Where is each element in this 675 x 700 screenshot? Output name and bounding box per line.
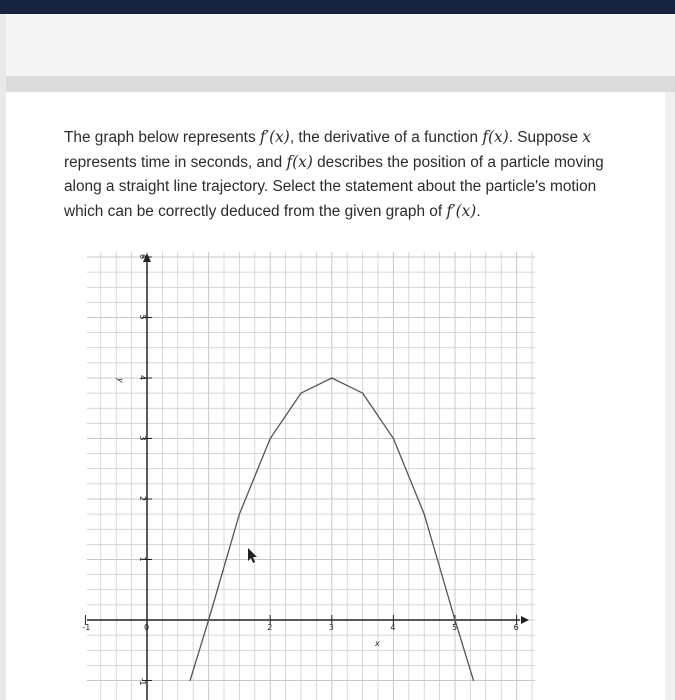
- x-tick-label: 2: [267, 623, 273, 632]
- math-f: f(x): [482, 128, 509, 146]
- y-tick-label: 5: [138, 314, 147, 320]
- x-tick-label: 0: [144, 623, 150, 632]
- x-tick-label: 3: [328, 623, 334, 632]
- question-text-part: , the derivative of a function: [289, 129, 483, 146]
- data-point: [454, 619, 455, 620]
- y-tick-label: -1: [138, 677, 147, 686]
- math-fprime: f′(x): [259, 128, 290, 146]
- question-text-part: . Suppose: [508, 129, 583, 146]
- data-point: [239, 514, 240, 515]
- data-point: [208, 619, 209, 620]
- data-point: [393, 438, 394, 439]
- x-axis-label: x: [375, 639, 380, 648]
- x-tick-label: 5: [452, 623, 458, 632]
- x-tick-label: 6: [513, 623, 519, 632]
- chart-axes: [87, 253, 529, 700]
- chart-ticks: [82, 254, 518, 685]
- math-x: x: [582, 128, 591, 146]
- question-text-part: .: [476, 203, 481, 220]
- chart-grid: [87, 252, 535, 700]
- x-tick-label: -1: [82, 623, 91, 632]
- question-text-part: The graph below represents: [64, 129, 260, 146]
- data-point: [270, 438, 271, 439]
- data-point: [190, 680, 191, 681]
- x-tick-label: 4: [390, 623, 396, 632]
- y-tick-label: 4: [138, 375, 147, 381]
- math-fprime: f′(x): [446, 202, 477, 220]
- y-tick-label: 6: [138, 254, 147, 260]
- question-text-part: represents time in seconds, and: [64, 154, 287, 171]
- y-tick-label: 2: [138, 496, 147, 502]
- data-point: [362, 393, 363, 394]
- x-axis-arrow: [521, 616, 529, 624]
- mouse-cursor-icon: [248, 548, 257, 563]
- data-point: [424, 514, 425, 515]
- data-point: [331, 377, 332, 378]
- y-tick-label: 3: [138, 435, 147, 441]
- data-point: [300, 393, 301, 394]
- y-axis-label: y: [116, 378, 125, 383]
- question-text-part: describes the position of a particle moving along a straight line trajectory. Select the statement about the particle's motion which can be correctly deduced from the given graph of: [64, 154, 604, 220]
- math-f: f(x): [286, 153, 313, 171]
- y-tick-label: 1: [138, 556, 147, 562]
- data-point: [473, 680, 474, 681]
